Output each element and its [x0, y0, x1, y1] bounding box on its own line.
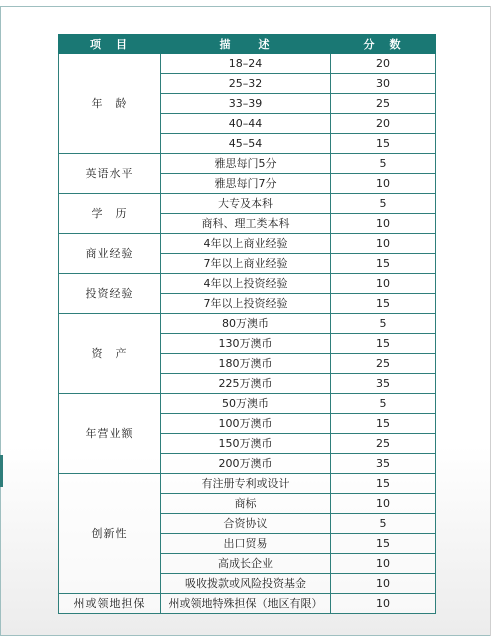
description-cell: 4年以上投资经验: [161, 274, 331, 294]
description-cell: 高成长企业: [161, 554, 331, 574]
description-cell: 200万澳币: [161, 454, 331, 474]
description-cell: 商科、理工类本科: [161, 214, 331, 234]
score-cell: 15: [331, 254, 436, 274]
category-cell: 资 产: [59, 314, 161, 394]
description-cell: 150万澳币: [161, 434, 331, 454]
score-cell: 25: [331, 354, 436, 374]
table-row: [59, 54, 436, 74]
score-cell: 20: [331, 114, 436, 134]
table-row: [59, 474, 436, 494]
description-cell: 80万澳币: [161, 314, 331, 334]
category-cell: 创新性: [59, 474, 161, 594]
score-cell: 35: [331, 454, 436, 474]
score-cell: 5: [331, 514, 436, 534]
side-marker: [0, 455, 3, 487]
description-cell: 33–39: [161, 94, 331, 114]
description-cell: 大专及本科: [161, 194, 331, 214]
score-cell: 15: [331, 414, 436, 434]
description-cell: 合资协议: [161, 514, 331, 534]
score-cell: 5: [331, 194, 436, 214]
table-row: [59, 234, 436, 254]
header-description: 描 述: [161, 35, 331, 54]
description-cell: 商标: [161, 494, 331, 514]
description-cell: 雅思每门7分: [161, 174, 331, 194]
score-cell: 25: [331, 434, 436, 454]
description-cell: 18–24: [161, 54, 331, 74]
score-cell: 10: [331, 554, 436, 574]
description-cell: 4年以上商业经验: [161, 234, 331, 254]
description-cell: 吸收拨款或风险投资基金: [161, 574, 331, 594]
table-row: [59, 314, 436, 334]
header-category: 项 目: [59, 35, 161, 54]
table-header-row: [59, 35, 436, 54]
description-cell: 7年以上投资经验: [161, 294, 331, 314]
description-cell: 25–32: [161, 74, 331, 94]
description-cell: 州或领地特殊担保（地区有限）: [161, 594, 331, 614]
score-cell: 10: [331, 574, 436, 594]
description-cell: 45–54: [161, 134, 331, 154]
score-cell: 15: [331, 534, 436, 554]
category-cell: 学 历: [59, 194, 161, 234]
description-cell: 40–44: [161, 114, 331, 134]
score-cell: 10: [331, 174, 436, 194]
score-cell: 15: [331, 474, 436, 494]
right-divider: [490, 6, 491, 636]
description-cell: 180万澳币: [161, 354, 331, 374]
score-cell: 5: [331, 154, 436, 174]
description-cell: 雅思每门5分: [161, 154, 331, 174]
score-cell: 5: [331, 394, 436, 414]
description-cell: 100万澳币: [161, 414, 331, 434]
category-cell: 商业经验: [59, 234, 161, 274]
score-cell: 10: [331, 594, 436, 614]
score-cell: 20: [331, 54, 436, 74]
description-cell: 225万澳币: [161, 374, 331, 394]
category-cell: 年 龄: [59, 54, 161, 154]
score-cell: 35: [331, 374, 436, 394]
score-cell: 10: [331, 274, 436, 294]
score-cell: 10: [331, 234, 436, 254]
description-cell: 130万澳币: [161, 334, 331, 354]
score-cell: 10: [331, 494, 436, 514]
score-cell: 30: [331, 74, 436, 94]
description-cell: 50万澳币: [161, 394, 331, 414]
category-cell: 英语水平: [59, 154, 161, 194]
table-row: [59, 194, 436, 214]
score-cell: 15: [331, 134, 436, 154]
score-table: [58, 34, 436, 614]
score-cell: 15: [331, 294, 436, 314]
table-row: [59, 594, 436, 614]
header-score: 分 数: [331, 35, 436, 54]
category-cell: 州或领地担保: [59, 594, 161, 614]
score-cell: 5: [331, 314, 436, 334]
score-cell: 10: [331, 214, 436, 234]
description-cell: 出口贸易: [161, 534, 331, 554]
table-row: [59, 154, 436, 174]
score-cell: 15: [331, 334, 436, 354]
table-body: [59, 54, 436, 614]
score-cell: 25: [331, 94, 436, 114]
category-cell: 年营业额: [59, 394, 161, 474]
table-row: [59, 274, 436, 294]
table-row: [59, 394, 436, 414]
description-cell: 有注册专利或设计: [161, 474, 331, 494]
category-cell: 投资经验: [59, 274, 161, 314]
description-cell: 7年以上商业经验: [161, 254, 331, 274]
